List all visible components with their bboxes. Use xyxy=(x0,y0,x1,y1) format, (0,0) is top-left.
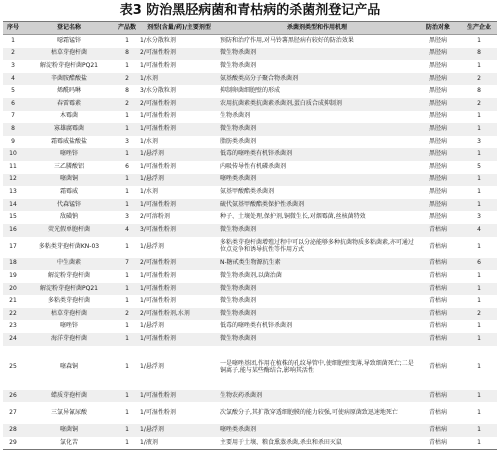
cell-enterprise: 3 xyxy=(477,137,481,145)
cell-mechanism: 抑制卵菌细胞壁的形成 xyxy=(220,87,281,95)
cell-formulation: 1/液剂 xyxy=(139,437,219,450)
cell-seq: 17 xyxy=(9,242,17,250)
cell-mechanism: 噻唑类杀菌剂 xyxy=(219,424,415,437)
table-row xyxy=(3,48,497,61)
cell-seq: 26 xyxy=(3,390,23,403)
cell-count: 2 xyxy=(115,73,139,86)
cell-seq: 7 xyxy=(11,112,15,120)
table-row xyxy=(3,424,497,437)
cell-seq: 19 xyxy=(9,271,17,279)
cell-count: 7 xyxy=(115,258,139,271)
cell-target: 黑胫病 xyxy=(428,213,447,221)
cell-enterprise: 1 xyxy=(477,242,481,250)
cell-enterprise: 1 xyxy=(461,148,497,161)
cell-name: 荧光假单胞杆菌 xyxy=(23,224,115,237)
cell-formulation: 1/可湿性粉剂 xyxy=(139,390,219,403)
cell-count: 1 xyxy=(125,408,129,416)
cell-name: 蜡质芽孢杆菌 xyxy=(23,390,115,403)
cell-mechanism: 氨基酸类高分子聚合物杀菌剂 xyxy=(219,73,415,86)
cell-target: 青枯病 xyxy=(415,390,461,403)
cell-name: 噁霜锰锌 xyxy=(56,36,81,44)
cell-mechanism: 种子、土壤处理,保护剂,铜微生长,对烟霉菌,丝核菌特效 xyxy=(220,213,366,221)
cell-mechanism: 微生物杀菌剂 xyxy=(219,333,415,346)
cell-formulation: 2/可湿性粉剂,水剂 xyxy=(139,308,219,321)
cell-enterprise: 2 xyxy=(461,98,497,111)
table-row xyxy=(3,224,497,237)
header-formulation: 剂型(含量/药)/主要剂型 xyxy=(139,22,219,35)
cell-seq: 24 xyxy=(3,333,23,346)
table-header-row xyxy=(3,22,497,35)
cell-seq: 4 xyxy=(3,73,23,86)
cell-mechanism: 微生物杀菌剂 xyxy=(219,123,415,136)
cell-seq: 15 xyxy=(9,213,17,221)
cell-name: 霜霉威 xyxy=(59,187,78,195)
cell-mechanism: N-糖甙类生物源抗生素 xyxy=(219,258,415,271)
cell-count: 1 xyxy=(115,199,139,212)
cell-seq: 22 xyxy=(3,308,23,321)
cell-enterprise: 1 xyxy=(461,437,497,450)
cell-count: 1 xyxy=(125,112,129,120)
table-row xyxy=(3,283,497,296)
registration-table xyxy=(3,21,497,450)
cell-name: 噻菌铜 xyxy=(23,424,115,437)
cell-name: 噻菌铜 xyxy=(23,174,115,187)
cell-mechanism: 微生物杀菌剂 xyxy=(219,308,415,321)
cell-seq: 29 xyxy=(3,437,23,450)
cell-count: 1 xyxy=(125,187,129,195)
cell-name: 辛菌胺醋酸盐 xyxy=(23,73,115,86)
cell-enterprise: 1 xyxy=(461,390,497,403)
table-row xyxy=(3,111,497,124)
table-row xyxy=(3,402,497,424)
cell-mechanism: 农用抗菌素类抗菌素杀菌剂,蛋白质合成抑制剂 xyxy=(219,98,415,111)
cell-count: 3 xyxy=(125,213,129,221)
cell-target: 黑胫病 xyxy=(415,48,461,61)
cell-target: 黑胫病 xyxy=(415,123,461,136)
cell-mechanism: 微生物杀菌剂 xyxy=(220,297,257,305)
cell-enterprise: 1 xyxy=(477,408,481,416)
cell-seq: 6 xyxy=(3,98,23,111)
cell-count: 6 xyxy=(125,162,129,170)
cell-mechanism: 硫代氨基甲酸酯类保护性杀菌剂 xyxy=(219,199,415,212)
header-name: 登记名称 xyxy=(23,22,115,35)
cell-count: 8 xyxy=(115,48,139,61)
cell-target: 青枯病 xyxy=(428,242,447,250)
cell-name: 噻森铜 xyxy=(59,363,78,371)
table-row xyxy=(3,390,497,403)
header-mechanism: 杀菌剂类型和作用机理 xyxy=(219,22,415,35)
cell-target: 青枯病 xyxy=(428,297,447,305)
table-row xyxy=(3,308,497,321)
cell-name: 多粘类芽孢杆菌KN-03 xyxy=(38,242,100,250)
cell-seq: 20 xyxy=(3,283,23,296)
cell-formulation: 1/可湿性粉剂 xyxy=(139,283,219,296)
cell-enterprise: 8 xyxy=(461,48,497,61)
cell-seq: 21 xyxy=(9,297,17,305)
cell-target: 黑胫病 xyxy=(428,36,447,44)
cell-formulation: 3/水分散粒剂 xyxy=(140,87,176,95)
table-row xyxy=(3,258,497,271)
cell-target: 黑胫病 xyxy=(415,199,461,212)
cell-enterprise: 1 xyxy=(477,36,481,44)
cell-name: 解淀粉芽孢杆菌 xyxy=(47,271,90,279)
cell-name: 寡雄腐霉菌 xyxy=(23,123,115,136)
cell-formulation: 1/水剂 xyxy=(139,73,219,86)
cell-seq: 9 xyxy=(11,137,15,145)
cell-seq: 25 xyxy=(9,363,17,371)
cell-formulation: 1/悬浮剂 xyxy=(140,322,164,330)
cell-formulation: 1/可湿性粉剂 xyxy=(140,271,176,279)
cell-enterprise: 8 xyxy=(477,87,481,95)
cell-mechanism: 噻唑类杀菌剂 xyxy=(219,174,415,187)
cell-target: 青枯病 xyxy=(428,271,447,279)
cell-seq: 11 xyxy=(9,162,17,170)
cell-seq: 23 xyxy=(9,322,17,330)
cell-target: 黑胫病 xyxy=(428,137,447,145)
cell-seq: 2 xyxy=(3,48,23,61)
table-body xyxy=(3,35,497,450)
cell-formulation: 1/可湿性粉剂 xyxy=(140,162,176,170)
cell-name: 中生菌素 xyxy=(23,258,115,271)
cell-count: 1 xyxy=(115,333,139,346)
table-row xyxy=(3,60,497,73)
cell-enterprise: 2 xyxy=(461,308,497,321)
cell-formulation: 1/悬浮剂 xyxy=(140,242,164,250)
cell-target: 黑胫病 xyxy=(428,62,447,70)
table-row xyxy=(3,73,497,86)
cell-count: 1 xyxy=(115,390,139,403)
cell-enterprise: 2 xyxy=(461,73,497,86)
table-row xyxy=(3,295,497,308)
cell-seq: 3 xyxy=(11,62,15,70)
cell-enterprise: 5 xyxy=(477,162,481,170)
cell-name: 敌磺钠 xyxy=(59,213,78,221)
cell-mechanism: 微生物杀菌剂 xyxy=(219,283,415,296)
cell-formulation: 1/可湿性粉剂 xyxy=(139,199,219,212)
cell-mechanism: 氨基甲酸酯类杀菌剂 xyxy=(220,187,275,195)
cell-target: 黑胫病 xyxy=(415,174,461,187)
table-row xyxy=(3,270,497,283)
cell-name: 霜霉威盐酸盐 xyxy=(50,137,87,145)
cell-formulation: 1/可湿性粉剂 xyxy=(140,112,176,120)
cell-target: 黑胫病 xyxy=(428,112,447,120)
cell-seq: 14 xyxy=(3,199,23,212)
cell-formulation: 1/悬浮剂 xyxy=(139,174,219,187)
cell-name: 氯化苦 xyxy=(23,437,115,450)
cell-seq: 18 xyxy=(3,258,23,271)
table-title: 表3 防治黑胫病菌和青枯病的杀菌剂登记产品 xyxy=(119,3,381,18)
cell-count: 1 xyxy=(115,437,139,450)
cell-target: 青枯病 xyxy=(415,308,461,321)
cell-seq: 12 xyxy=(3,174,23,187)
cell-mechanism: 微生物杀菌剂,以菌治菌 xyxy=(220,271,282,279)
cell-count: 3 xyxy=(125,137,129,145)
cell-name: 春雷霉素 xyxy=(23,98,115,111)
cell-count: 2 xyxy=(115,308,139,321)
cell-target: 黑胫病 xyxy=(415,73,461,86)
cell-count: 1 xyxy=(115,123,139,136)
header-seq: 序号 xyxy=(3,22,23,35)
cell-seq: 1 xyxy=(11,36,15,44)
cell-enterprise: 1 xyxy=(477,112,481,120)
cell-target: 黑胫病 xyxy=(428,87,447,95)
table-row xyxy=(3,320,497,333)
cell-seq: 13 xyxy=(9,187,17,195)
cell-formulation: 1/水分散粒剂 xyxy=(140,36,176,44)
cell-count: 1 xyxy=(125,271,129,279)
cell-enterprise: 1 xyxy=(477,271,481,279)
cell-formulation: 2/可湿性粉剂 xyxy=(139,258,219,271)
cell-name: 噻唑锌 xyxy=(23,148,115,161)
cell-formulation: 3/可湿性粉剂 xyxy=(139,224,219,237)
table-row xyxy=(3,98,497,111)
table-row xyxy=(3,123,497,136)
cell-count: 1 xyxy=(125,36,129,44)
cell-target: 黑胫病 xyxy=(428,187,447,195)
cell-formulation: 1/悬浮剂 xyxy=(139,424,219,437)
cell-formulation: 1/可湿性粉剂 xyxy=(139,333,219,346)
table-row xyxy=(3,35,497,48)
cell-target: 黑胫病 xyxy=(415,148,461,161)
cell-formulation: 1/悬浮剂 xyxy=(139,148,219,161)
cell-target: 青枯病 xyxy=(415,333,461,346)
cell-name: 海洋芽孢杆菌 xyxy=(23,333,115,346)
cell-name: 多粘类芽孢杆菌 xyxy=(47,297,90,305)
cell-count: 1 xyxy=(125,297,129,305)
cell-mechanism: 低毒的噻唑类有机锌杀菌剂 xyxy=(219,148,415,161)
header-count: 产品数 xyxy=(115,22,139,35)
table-row xyxy=(3,85,497,98)
cell-seq: 8 xyxy=(3,123,23,136)
cell-formulation: 1/可湿性粉剂 xyxy=(139,123,219,136)
cell-count: 1 xyxy=(125,62,129,70)
cell-target: 黑胫病 xyxy=(428,162,447,170)
cell-count: 4 xyxy=(115,224,139,237)
table-row xyxy=(3,211,497,224)
cell-enterprise: 6 xyxy=(461,258,497,271)
cell-target: 青枯病 xyxy=(428,408,447,416)
cell-formulation: 1/水剂 xyxy=(140,187,158,195)
cell-mechanism: 生物农药杀菌剂 xyxy=(219,390,415,403)
cell-mechanism: 主要用于土壤、粮食熏蒸杀菌,杀虫和杀田灭鼠 xyxy=(219,437,415,450)
table-row xyxy=(3,136,497,149)
cell-count: 1 xyxy=(125,363,129,371)
cell-count: 1 xyxy=(115,283,139,296)
cell-target: 青枯病 xyxy=(415,283,461,296)
cell-name: 木霉菌 xyxy=(59,112,78,120)
cell-mechanism: 微生物杀菌剂 xyxy=(220,62,257,70)
cell-name: 解淀粉芽孢杆菌PQ21 xyxy=(40,62,98,70)
header-target: 防治对象 xyxy=(415,22,461,35)
cell-count: 1 xyxy=(115,148,139,161)
cell-enterprise: 1 xyxy=(461,174,497,187)
cell-enterprise: 1 xyxy=(461,424,497,437)
cell-seq: 27 xyxy=(9,408,17,416)
table-row xyxy=(3,148,497,161)
cell-enterprise: 1 xyxy=(477,62,481,70)
cell-mechanism: 生物杀菌剂 xyxy=(220,112,251,120)
cell-enterprise: 1 xyxy=(477,363,481,371)
cell-formulation: 2/可溶粉剂 xyxy=(140,213,170,221)
cell-enterprise: 1 xyxy=(461,199,497,212)
cell-seq: 16 xyxy=(3,224,23,237)
table-row xyxy=(3,333,497,346)
table-row xyxy=(3,437,497,450)
header-enterprise: 生产企业 xyxy=(461,22,497,35)
cell-name: 枯草芽孢杆菌 xyxy=(23,48,115,61)
cell-target: 青枯病 xyxy=(428,322,447,330)
cell-name: 枯草芽孢杆菌 xyxy=(23,308,115,321)
cell-target: 青枯病 xyxy=(415,437,461,450)
table-row xyxy=(3,199,497,212)
cell-enterprise: 1 xyxy=(477,322,481,330)
cell-formulation: 2/可湿性粉剂 xyxy=(139,48,219,61)
cell-count: 1 xyxy=(125,242,129,250)
cell-seq: 28 xyxy=(3,424,23,437)
table-row xyxy=(3,237,497,258)
cell-name: 解淀粉芽孢杆菌PQ21 xyxy=(23,283,115,296)
table-row xyxy=(3,174,497,187)
cell-name: 代森锰锌 xyxy=(23,199,115,212)
cell-name: 三氯异氰尿酸 xyxy=(50,408,87,416)
cell-mechanism: 次氯酸分子,其扩散穿透细胞膜的能力较强,可使病原菌致迅速地死亡 xyxy=(220,408,398,416)
cell-formulation: 1/水剂 xyxy=(140,137,158,145)
cell-count: 1 xyxy=(115,174,139,187)
table-row xyxy=(3,346,497,390)
cell-name: 噻唑锌 xyxy=(59,322,78,330)
cell-seq: 10 xyxy=(3,148,23,161)
cell-count: 8 xyxy=(125,87,129,95)
cell-mechanism: 微生物杀菌剂 xyxy=(219,224,415,237)
cell-enterprise: 1 xyxy=(461,123,497,136)
cell-formulation: 1/可湿性粉剂 xyxy=(140,62,176,70)
cell-name: 三乙膦酸铝 xyxy=(53,162,84,170)
cell-count: 1 xyxy=(115,424,139,437)
cell-enterprise: 4 xyxy=(461,224,497,237)
cell-mechanism: 一是噻唑基团,作用在植株的孔纹导管中,使细胞壁变薄,导致细菌死亡;二是铜离子,能与某些酶结合,影响其活性 xyxy=(220,359,414,374)
cell-target: 青枯病 xyxy=(428,363,447,371)
cell-formulation: 2/可湿性粉剂 xyxy=(139,98,219,111)
cell-formulation: 1/可湿性粉剂 xyxy=(140,297,176,305)
cell-formulation: 1/悬浮剂 xyxy=(140,363,164,371)
cell-target: 青枯病 xyxy=(415,224,461,237)
cell-name: 烯酰吗啉 xyxy=(56,87,81,95)
cell-mechanism: 微生物杀菌剂 xyxy=(219,48,415,61)
cell-mechanism: 低毒的噻唑类有机锌杀菌剂 xyxy=(220,322,293,330)
cell-formulation: 1/可湿性粉剂 xyxy=(140,408,176,416)
cell-target: 黑胫病 xyxy=(415,98,461,111)
cell-mechanism: 多粘类芽孢杆菌增殖过程中可以分泌能够多种抗菌物质多粘菌素,亦可通过位点竞争和诱导抗性等作用方式 xyxy=(220,239,414,253)
cell-mechanism: 脂肪类杀菌剂 xyxy=(220,137,257,145)
cell-enterprise: 1 xyxy=(461,283,497,296)
cell-enterprise: 1 xyxy=(461,333,497,346)
cell-enterprise: 3 xyxy=(477,213,481,221)
cell-count: 1 xyxy=(125,322,129,330)
cell-seq: 5 xyxy=(11,87,15,95)
cell-mechanism: 预防和治疗作用,对马铃薯黑胫病有较好的防治效果 xyxy=(220,36,354,44)
cell-count: 2 xyxy=(115,98,139,111)
table-row xyxy=(3,161,497,174)
cell-target: 青枯病 xyxy=(415,424,461,437)
cell-enterprise: 1 xyxy=(477,187,481,195)
cell-mechanism: 内吸传导性有机磷杀菌剂 xyxy=(220,162,287,170)
cell-target: 青枯病 xyxy=(415,258,461,271)
cell-enterprise: 1 xyxy=(477,297,481,305)
table-row xyxy=(3,186,497,199)
